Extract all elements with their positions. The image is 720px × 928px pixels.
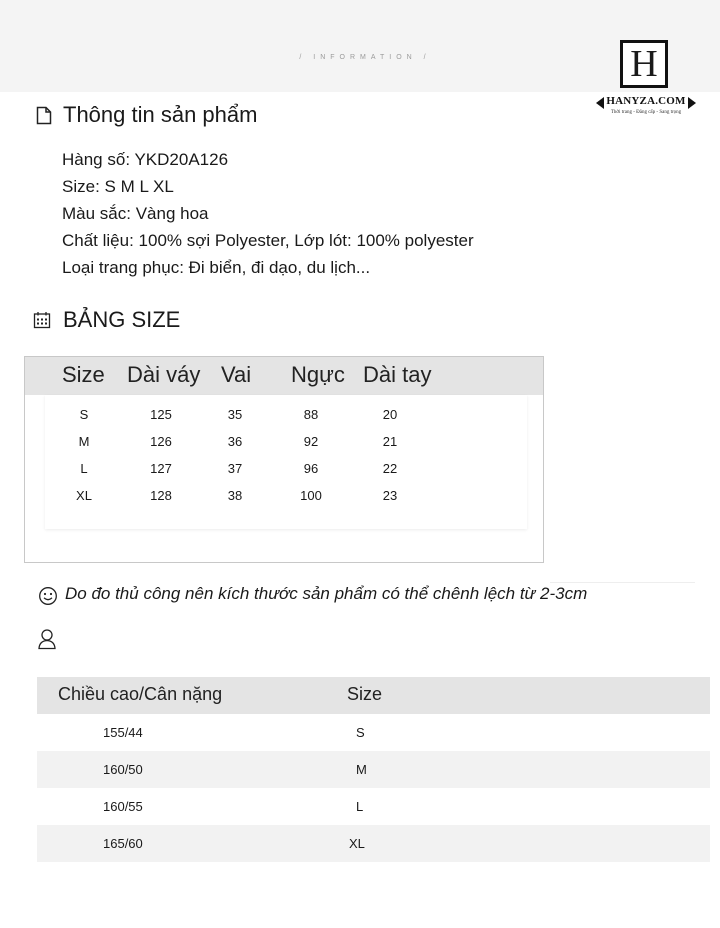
cell-chest: 92	[303, 434, 319, 449]
table-row	[45, 488, 527, 515]
person-icon	[37, 628, 57, 650]
header-chest: Ngực	[291, 362, 345, 387]
cell-sleeve: 21	[382, 434, 398, 449]
cell-length: 125	[150, 407, 172, 422]
cell-height-weight: 160/55	[103, 799, 143, 814]
brand-logo	[620, 40, 668, 88]
cell-size: XL	[76, 488, 92, 503]
cell-size: XL	[349, 836, 365, 851]
cell-sleeve: 22	[382, 461, 398, 476]
information-label: / INFORMATION /	[299, 54, 431, 61]
cell-length: 128	[150, 488, 172, 503]
table-row	[37, 714, 710, 751]
detail-item-material: Chất liệu: 100% sợi Polyester, Lớp lót: 100% polyester	[62, 231, 474, 250]
detail-item-color: Màu sắc: Vàng hoa	[62, 204, 209, 223]
cell-size: S	[356, 725, 365, 740]
smiley-icon	[38, 586, 58, 606]
cell-chest: 96	[303, 461, 319, 476]
table-row	[37, 825, 710, 862]
arrow-right-icon	[688, 97, 696, 109]
cell-length: 127	[150, 461, 172, 476]
cell-size: M	[78, 434, 90, 449]
recommend-header	[37, 677, 710, 714]
detail-item-type: Loại trang phục: Đi biển, đi dạo, du lịch...	[62, 258, 371, 277]
size-chart-body	[45, 395, 527, 529]
cell-size: L	[80, 461, 88, 476]
cell-shoulder: 37	[227, 461, 243, 476]
cell-size: L	[356, 799, 364, 814]
cell-shoulder: 38	[227, 488, 243, 503]
product-details	[62, 146, 474, 281]
cell-height-weight: 160/50	[103, 762, 143, 777]
calendar-icon	[33, 311, 51, 329]
size-chart-title: BẢNG SIZE	[63, 307, 181, 332]
cell-chest: 100	[300, 488, 322, 503]
header-size: Size	[62, 362, 105, 387]
cell-shoulder: 35	[227, 407, 243, 422]
detail-item-sizes: Size: S M L XL	[62, 177, 174, 196]
cell-size: S	[79, 407, 89, 422]
header-length: Dài váy	[127, 362, 201, 387]
header-size: Size	[347, 684, 383, 704]
table-row	[45, 461, 527, 488]
header-shoulder: Vai	[221, 362, 252, 387]
size-chart-table	[24, 356, 544, 563]
divider	[550, 582, 695, 583]
table-row	[45, 407, 527, 434]
cell-sleeve: 23	[382, 488, 398, 503]
logo-tagline: Thời trang - Đẳng cấp - Sang trọng	[610, 110, 682, 115]
cell-sleeve: 20	[382, 407, 398, 422]
cell-chest: 88	[303, 407, 319, 422]
logo-letter: H	[630, 43, 658, 85]
header-height-weight: Chiều cao/Cân nặng	[58, 684, 223, 704]
header-sleeve: Dài tay	[363, 362, 432, 387]
document-icon	[36, 106, 52, 125]
measurement-note: Do đo thủ công nên kích thước sản phẩm có thể chênh lệch từ 2-3cm	[65, 584, 588, 603]
cell-height-weight: 165/60	[103, 836, 143, 851]
cell-size: M	[356, 762, 367, 777]
table-row	[45, 434, 527, 461]
size-chart-header	[25, 357, 543, 395]
detail-item-code: Hàng số: YKD20A126	[62, 150, 229, 169]
table-row	[37, 788, 710, 825]
logo-name: HANYZA.COM	[606, 95, 686, 107]
arrow-left-icon	[596, 97, 604, 109]
cell-height-weight: 155/44	[103, 725, 143, 740]
logo-name-bar	[596, 96, 696, 110]
table-row	[37, 751, 710, 788]
recommend-table	[37, 677, 710, 862]
product-info-title: Thông tin sản phẩm	[63, 102, 258, 127]
cell-shoulder: 36	[227, 434, 243, 449]
header-band	[0, 0, 720, 92]
cell-length: 126	[150, 434, 172, 449]
